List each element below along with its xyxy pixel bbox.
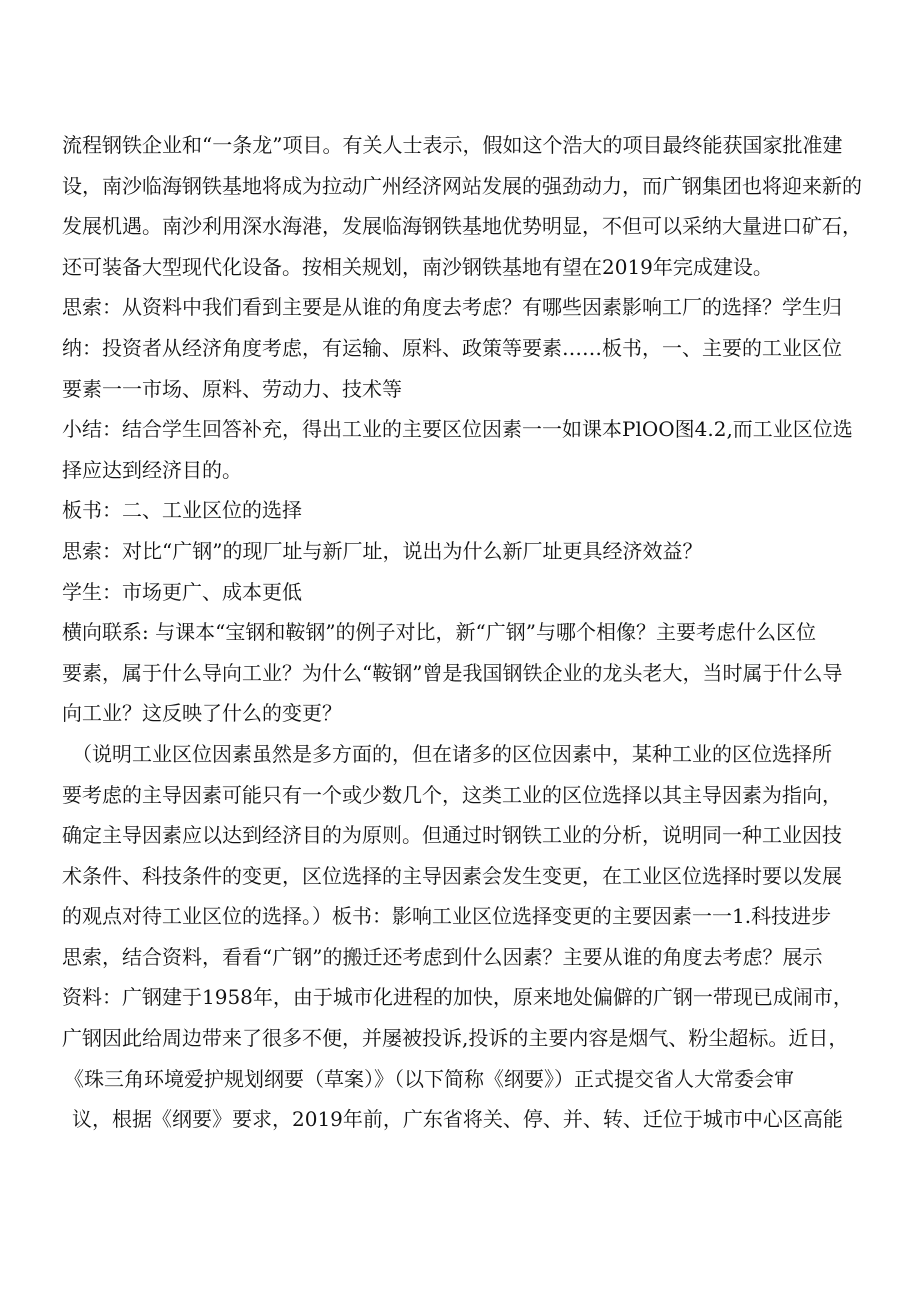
text-line: 纳：投资者从经济角度考虑，有运输、原料、政策等要素……板书，一、主要的工业区位: [62, 335, 842, 360]
text-line: 设，南沙临海钢铁基地将成为拉动广州经济网站发展的强劲动力，而广钢集团也将迎来新的: [62, 173, 862, 198]
text-line: 板书：二、工业区位的选择: [62, 498, 302, 523]
text-line: 流程钢铁企业和“一条龙”项目。有关人士表示，假如这个浩大的项目最终能获国家批准建: [62, 133, 843, 157]
text-line: 学生：市场更广、成本更低: [62, 579, 302, 604]
text-line: 思索：从资料中我们看到主要是从谁的角度去考虑？有哪些因素影响工厂的选择？学生归: [62, 295, 842, 320]
text-line: 议，根据《纲要》要求，2019年前，广东省将关、停、并、转、迁位于城市中心区高能: [72, 1107, 843, 1132]
text-line: 思索：对比“广钢”的现厂址与新厂址，说出为什么新厂址更具经济效益？: [62, 538, 703, 563]
text-line: 思索，结合资料，看看“广钢”的搬迁还考虑到什么因素？主要从谁的角度去考虑？展示: [62, 944, 823, 969]
text-line: 向工业？这反映了什么的变更？: [62, 701, 342, 726]
text-line: 要考虑的主导因素可能只有一个或少数几个，这类工业的区位选择以其主导因素为指向，: [62, 782, 842, 807]
text-line: 要素，属于什么导向工业？为什么“鞍钢”曾是我国钢铁企业的龙头老大，当时属于什么导: [62, 660, 843, 685]
text-line: 术条件、科技条件的变更，区位选择的主导因素会发生变更，在工业区位选择时要以发展: [62, 863, 842, 888]
text-line: 广钢因此给周边带来了很多不便，并屡被投诉,投诉的主要内容是烟气、粉尘超标。近日，: [62, 1026, 849, 1051]
text-line: 横向联系: 与课本“宝钢和鞍钢”的例子对比，新“广钢”与哪个相像？主要考虑什么区位: [62, 620, 816, 645]
document-body: [62, 125, 872, 1140]
text-line: 的观点对待工业区位的选择。）板书：影响工业区位选择变更的主要因素一一1.科技进步: [62, 904, 832, 929]
text-line: 发展机遇。南沙利用深水海港，发展临海钢铁基地优势明显，不但可以采纳大量进口矿石，: [62, 214, 862, 239]
text-line: 资料：广钢建于1958年，由于城市化进程的加快，原来地处偏僻的广钢一带现已成闹市，: [62, 985, 853, 1010]
text-line: 确定主导因素应以达到经济目的为原则。但通过时钢铁工业的分析，说明同一种工业因技: [62, 823, 842, 848]
text-line: 还可装备大型现代化设备。按相关规划，南沙钢铁基地有望在2019年完成建设。: [62, 254, 773, 279]
text-line: （说明工业区位因素虽然是多方面的，但在诸多的区位因素中，某种工业的区位选择所: [72, 741, 832, 766]
text-line: 《珠三角环境爱护规划纲要（草案）》（以下简称《纲要》）正式提交省人大常委会审: [64, 1066, 794, 1091]
text-line: 小结：结合学生回答补充，得出工业的主要区位因素一一如课本PlOO图4.2,而工业区位选: [62, 417, 853, 442]
text-line: 择应达到经济目的。: [62, 457, 242, 482]
text-line: 要素一一市场、原料、劳动力、技术等: [62, 376, 402, 401]
